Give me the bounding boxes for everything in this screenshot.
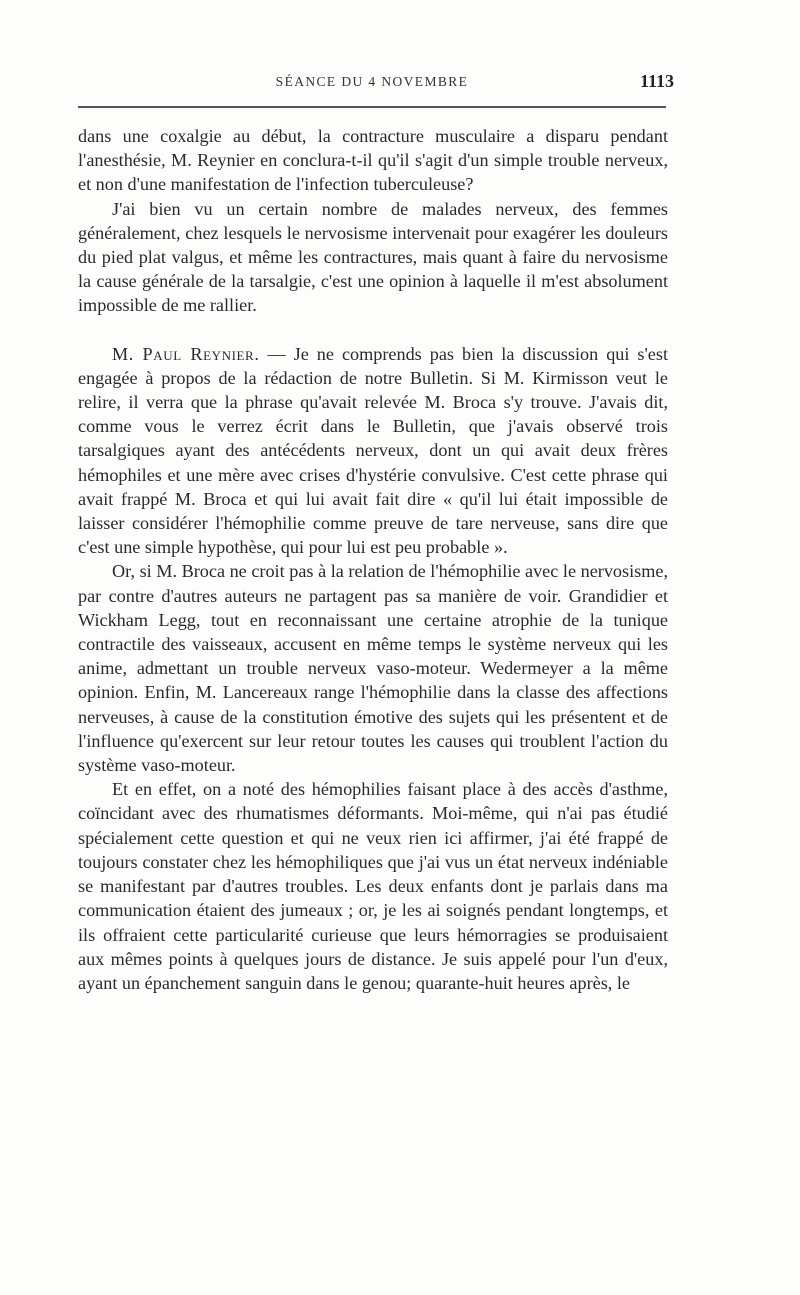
paragraph-gap (78, 318, 668, 342)
body-text (78, 124, 668, 995)
speaker-name: M. Paul Reynier. (112, 343, 260, 364)
paragraph-4: Or, si M. Broca ne croit pas à la relation de l'hémophilie avec le nervosisme, par contre d'autres auteurs ne partagent pas sa manière de voir. Grandidier et Wickham Legg, tout en reconnaissant une certaine atrophie de la tunique contractile des vaisseaux, accusent en même temps le système nerveux qui les anime, admettant un trouble nerveux vaso-moteur. Wedermeyer a la même opinion. Enfin, M. Lancereaux range l'hémophilie dans la classe des affections nerveuses, à cause de la constitution émotive des sujets qui les présentent et de l'influence qu'exercent sur leur retour toutes les causes qui troublent l'action du système vaso-moteur. (78, 561, 668, 776)
paragraph-2: J'ai bien vu un certain nombre de malades nerveux, des femmes généralement, chez lesquels le nervosisme intervenait pour exagérer les douleurs du pied plat valgus, et même les contractures, mais quant à faire du nervosisme la cause générale de la tarsalgie, c'est une opinion à laquelle il m'est absolument impossible de me rallier. (78, 198, 668, 316)
paragraph-5: Et en effet, on a noté des hémophilies faisant place à des accès d'asthme, coïncidant avec des rhumatismes déformants. Moi-même, qui n'ai pas étudié spécialement cette question et qui ne veux rien ici affirmer, j'ai été frappé de toujours constater chez les hémophiliques que j'ai vus un état nerveux indéniable se manifestant par d'autres troubles. Les deux enfants dont je parlais dans ma communication étaient des jumeaux ; or, je les ai soignés pendant longtemps, et ils offraient cette particularité curieuse que leurs hémorragies se produisaient aux mêmes points à quelques jours de distance. Je suis appelé pour l'un d'eux, ayant un épanchement sanguin dans le genou; quarante-huit heures après, le (78, 779, 668, 993)
paragraph-3-text: — Je ne comprends pas bien la discussion qui s'est engagée à propos de la rédaction de notre Bulletin. Si M. Kirmisson veut le relire, il verra que la phrase qu'avait relevée M. Broca s'y trouve. J'avais dit, comme vous le verrez écrit dans le Bulletin, que j'avais observé trois tarsalgiques ayant des antécédents nerveux, dont un qui avait deux frères hémophiles et une mère avec crises d'hystérie convulsive. C'est cette phrase qui avait frappé M. Broca et qui lui avait fait dire « qu'il lui était impossible de laisser considérer l'hémophilie comme preuve de tare nerveuse, sans dire que c'est une simple hypothèse, qui pour lui est peu probable ». (78, 343, 668, 558)
paragraph-3 (78, 342, 668, 560)
paragraph-1: dans une coxalgie au début, la contracture musculaire a disparu pendant l'anesthésie, M. Reynier en conclura-t-il qu'il s'agit d'un simple trouble nerveux, et non d'une manifestation de l'infection tuberculeuse? (78, 126, 668, 195)
header-rule (78, 106, 666, 108)
page-number: 1113 (639, 71, 674, 91)
running-head (78, 71, 674, 98)
running-title: SÉANCE DU 4 NOVEMBRE (275, 74, 469, 89)
